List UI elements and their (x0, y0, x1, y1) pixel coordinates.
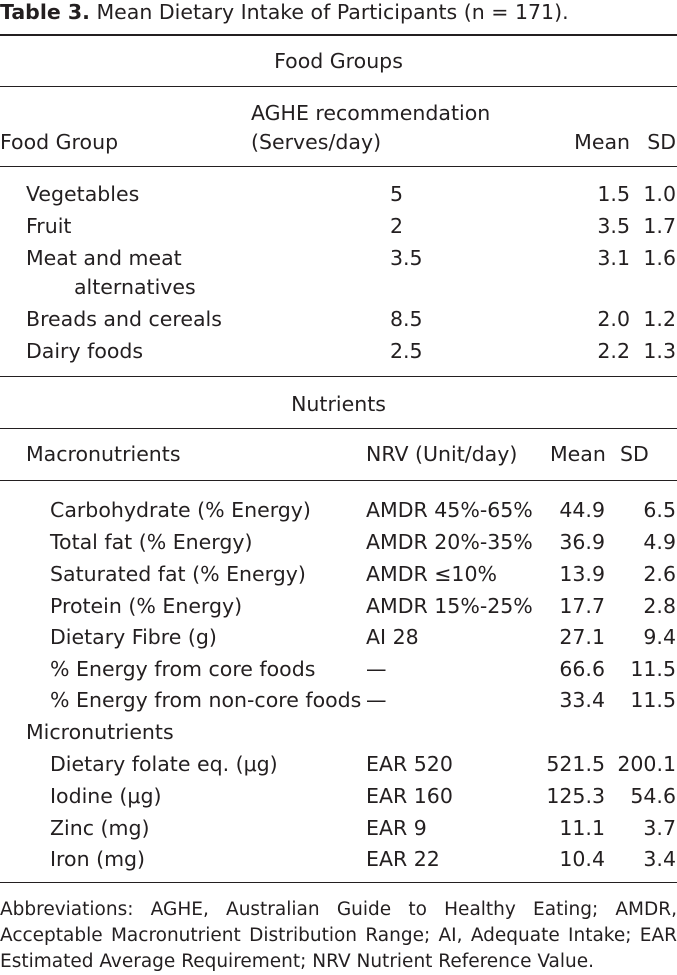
table-footnote: Abbreviations: AGHE, Australian Guide to Healthy Eating; AMDR, Acceptable Macronutrient Distribution Range; AI, Adequate Intake; EAR Estimated Average Requirement; NRV Nutrient Reference Value. (0, 899, 677, 972)
top-rule (0, 34, 677, 36)
nutrient-section-title: Nutrients (291, 392, 386, 416)
nutrient-name: % Energy from core foods (50, 657, 316, 681)
nutrient-nrv: EAR 9 (366, 816, 427, 840)
food-sd: 1.3 (643, 339, 676, 363)
nutrient-sd: 2.8 (643, 594, 676, 618)
nutrient-sd: 4.9 (643, 530, 676, 554)
nutrient-mean: 125.3 (546, 784, 605, 808)
food-section-title: Food Groups (274, 49, 403, 73)
header-aghe-line1: AGHE recommendation (251, 101, 491, 125)
nutrient-sd: 11.5 (630, 657, 676, 681)
nutrient-mean: 17.7 (559, 594, 605, 618)
food-name: Vegetables (26, 182, 140, 206)
nutrient-name: Dietary folate eq. (μg) (50, 752, 278, 776)
food-rec: 3.5 (390, 246, 423, 270)
nutrient-nrv: AMDR 15%-25% (366, 594, 533, 618)
nutrient-nrv: AMDR 45%-65% (366, 498, 533, 522)
food-header-rule (0, 166, 677, 167)
header-aghe-line2: (Serves/day) (251, 130, 382, 154)
nutrient-mean: 10.4 (559, 847, 605, 871)
header-food-group: Food Group (0, 130, 119, 154)
food-sd: 1.0 (643, 182, 676, 206)
food-mean: 1.5 (597, 182, 630, 206)
nutrient-nrv: — (366, 688, 387, 712)
nutrient-nrv: EAR 22 (366, 847, 440, 871)
food-mean: 2.0 (597, 307, 630, 331)
nutrient-name: % Energy from non-core foods (50, 688, 362, 712)
nutrient-name: Iron (mg) (50, 847, 146, 871)
nutrient-name: Dietary Fibre (g) (50, 625, 217, 649)
nutrient-sd: 11.5 (630, 688, 676, 712)
food-rec: 5 (390, 182, 404, 206)
nutrient-name: Zinc (mg) (50, 816, 150, 840)
nutrient-mean: 36.9 (559, 530, 605, 554)
food-name-continued: alternatives (74, 275, 196, 299)
nutrient-mean: 11.1 (559, 816, 605, 840)
food-section-end-rule (0, 376, 677, 377)
table-caption-text: Mean Dietary Intake of Participants (n = 171). (96, 0, 569, 24)
nutrient-mean: 33.4 (559, 688, 605, 712)
nutrient-sd: 9.4 (643, 625, 676, 649)
nutrient-nrv: EAR 160 (366, 784, 453, 808)
food-mean: 2.2 (597, 339, 630, 363)
nutrient-mean: 13.9 (559, 562, 605, 586)
nutrient-nrv: AMDR ≤10% (366, 562, 497, 586)
nutrient-header-rule (0, 480, 677, 481)
nutrient-name: Total fat (% Energy) (50, 530, 253, 554)
nutrient-sd: 3.7 (643, 816, 676, 840)
header-macronutrients: Macronutrients (26, 442, 181, 466)
nutrient-title-rule (0, 428, 677, 429)
food-rec: 2.5 (390, 339, 423, 363)
nutrient-name: Protein (% Energy) (50, 594, 243, 618)
bottom-rule (0, 882, 677, 883)
nutrient-sd: 3.4 (643, 847, 676, 871)
food-name: Dairy foods (26, 339, 144, 363)
food-sd: 1.2 (643, 307, 676, 331)
food-name: Fruit (26, 214, 72, 238)
food-sd: 1.6 (643, 246, 676, 270)
nutrient-mean: 44.9 (559, 498, 605, 522)
food-name: Breads and cereals (26, 307, 222, 331)
nutrient-mean: 27.1 (559, 625, 605, 649)
nutrient-name: Iodine (μg) (50, 784, 162, 808)
header-food-mean: Mean (574, 130, 630, 154)
food-title-rule (0, 86, 677, 87)
nutrient-nrv: — (366, 657, 387, 681)
nutrient-mean: 66.6 (559, 657, 605, 681)
header-food-sd: SD (647, 130, 676, 154)
nutrient-sd: 6.5 (643, 498, 676, 522)
table-caption (0, 2, 569, 23)
food-mean: 3.5 (597, 214, 630, 238)
nutrient-sd: 2.6 (643, 562, 676, 586)
nutrient-sd: 54.6 (630, 784, 676, 808)
header-nutrient-mean: Mean (550, 442, 606, 466)
table-label: Table 3. (0, 0, 90, 24)
food-rec: 2 (390, 214, 404, 238)
nutrient-nrv: AI 28 (366, 625, 419, 649)
nutrient-nrv: AMDR 20%-35% (366, 530, 533, 554)
nutrient-name: Saturated fat (% Energy) (50, 562, 306, 586)
food-rec: 8.5 (390, 307, 423, 331)
food-name: Meat and meat (26, 246, 182, 270)
nutrient-mean: 521.5 (546, 752, 605, 776)
header-nrv: NRV (Unit/day) (366, 442, 518, 466)
nutrient-name: Carbohydrate (% Energy) (50, 498, 311, 522)
micronutrients-label: Micronutrients (26, 720, 174, 744)
food-sd: 1.7 (643, 214, 676, 238)
food-mean: 3.1 (597, 246, 630, 270)
nutrient-nrv: EAR 520 (366, 752, 453, 776)
nutrient-sd: 200.1 (617, 752, 676, 776)
header-nutrient-sd: SD (620, 442, 649, 466)
